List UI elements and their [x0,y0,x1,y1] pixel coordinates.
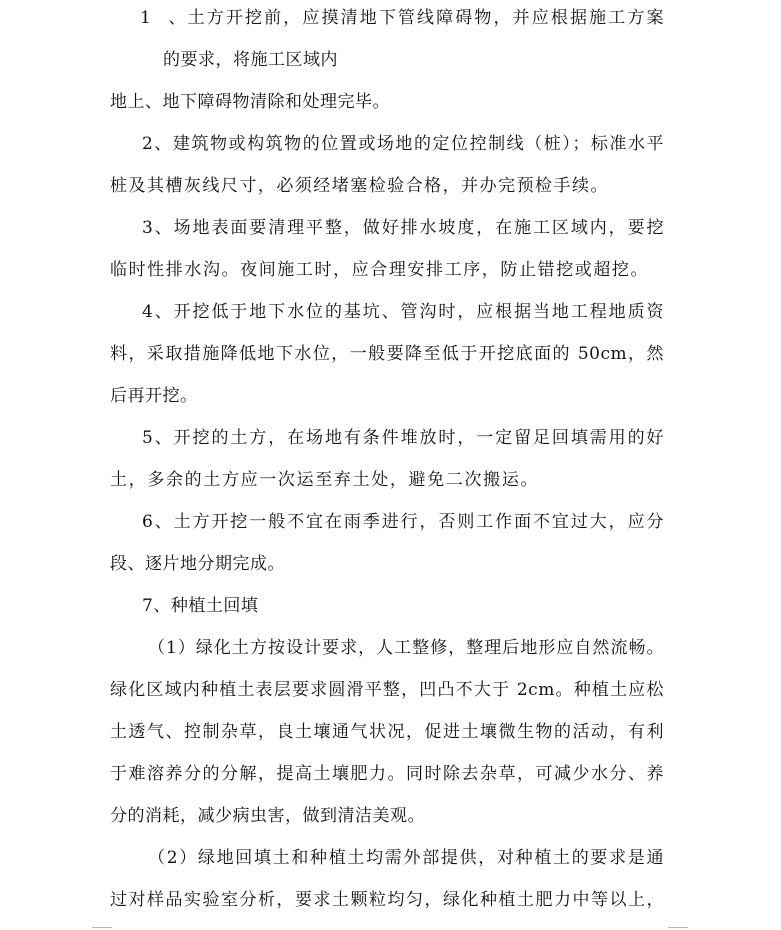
text-line-19: 于难溶养分的分解，提高土壤肥力。同时除去杂草，可减少水分、养 [110,764,664,784]
text-line-15: 7、种植土回填 [142,596,259,616]
text-line-22: 过对样品实验室分析，要求土颗粒均匀，绿化种植土肥力中等以上， [110,890,664,910]
text-line-6: 3、场地表面要清理平整，做好排水坡度，在施工区域内，要挖 [142,218,664,238]
text-line-12: 土，多余的土方应一次运至弃土处，避免二次搬运。 [110,470,538,490]
text-line-11: 5、开挖的土方，在场地有条件堆放时，一定留足回填需用的好 [142,428,664,448]
text-line-10: 后再开挖。 [110,386,198,406]
item-number-1: 1、 [140,8,186,28]
page-corner-mark-left [92,927,112,928]
text-line-16: （1）绿化土方按设计要求，人工整修，整理后地形应自然流畅。 [148,638,664,658]
text-line-8: 4、开挖低于地下水位的基坑、管沟时，应根据当地工程地质资 [142,302,664,322]
text-line-20: 分的消耗，减少病虫害，做到清洁美观。 [110,806,425,826]
text-line-2: 的要求，将施工区域内 [163,50,338,70]
text-line-18: 土透气、控制杂草，良土壤通气状况，促进土壤微生物的活动，有利 [110,722,664,742]
line-1-text: 土方开挖前，应摸清地下管线障碍物，并应根据施工方案 [186,8,664,28]
text-line-3: 地上、地下障碍物清除和处理完毕。 [110,92,390,112]
text-line-5: 桩及其槽灰线尺寸，必须经堵塞检验合格，并办完预检手续。 [110,176,608,196]
text-line-9: 料，采取措施降低地下水位，一般要降至低于开挖底面的 50cm，然 [110,344,664,364]
text-line-17: 绿化区域内种植土表层要求圆滑平整，凹凸不大于 2cm。种植土应松 [110,680,664,700]
text-line-14: 段、逐片地分期完成。 [110,554,285,574]
text-line-4: 2、建筑物或构筑物的位置或场地的定位控制线（桩）；标准水平 [142,134,664,154]
text-line-13: 6、土方开挖一般不宜在雨季进行，否则工作面不宜过大，应分 [142,512,664,532]
text-line-1 [140,7,664,29]
text-line-7: 临时性排水沟。夜间施工时，应合理安排工序，防止错挖或超挖。 [110,260,648,280]
text-line-21: （2）绿地回填土和种植土均需外部提供，对种植土的要求是通 [148,848,664,868]
page-corner-mark-right [668,927,688,928]
